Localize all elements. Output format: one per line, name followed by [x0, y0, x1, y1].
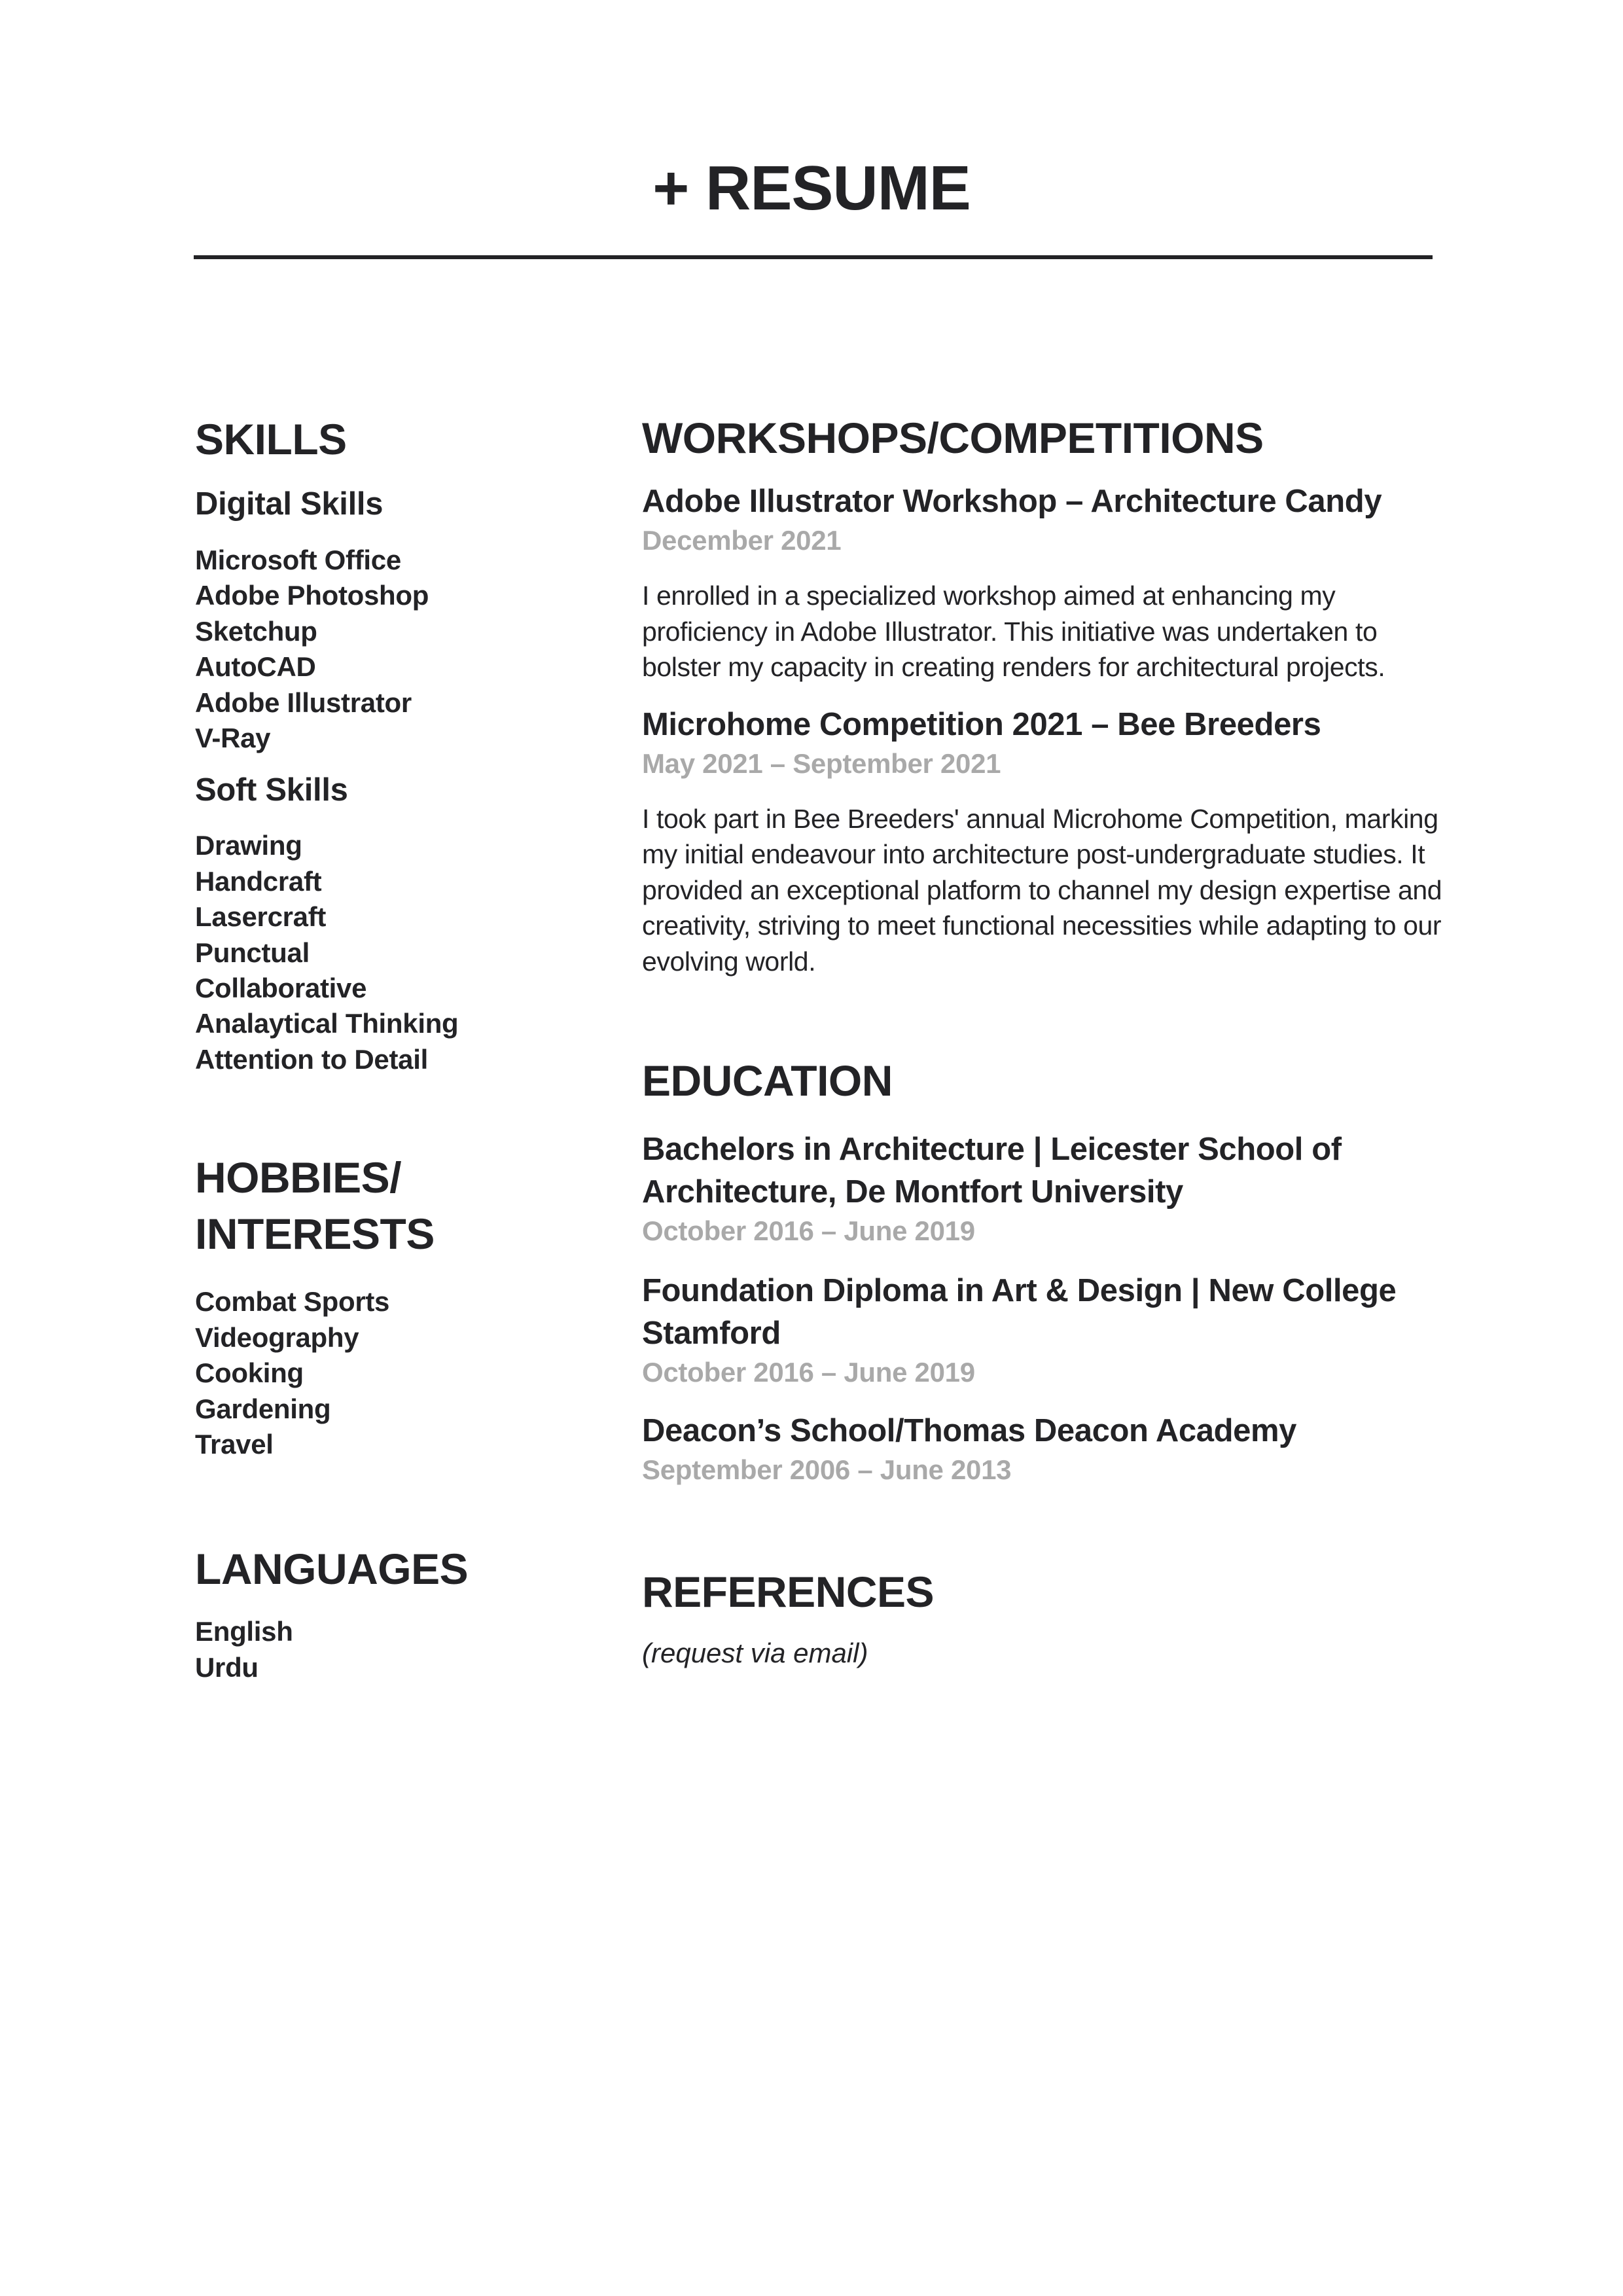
list-item: Drawing [195, 830, 302, 861]
list-item: AutoCAD [195, 651, 316, 683]
list-item: Sketchup [195, 615, 317, 647]
entry-description: I took part in Bee Breeders' annual Microhome Competition, marking my initial endeavour into architecture post-undergraduate studies. It provided an exceptional platform to channel my design expertise and creativity, striving to meet functional necessities while adapting to our evolving world. [642, 803, 1442, 977]
list-item: Adobe Photoshop [195, 580, 429, 611]
education-entry [642, 1128, 1454, 1249]
list-item: Attention to Detail [195, 1043, 428, 1075]
list-item: Punctual [195, 937, 310, 968]
education-heading: EDUCATION [642, 1056, 893, 1105]
entry-date: December 2021 [642, 525, 842, 556]
skills-heading: SKILLS [195, 415, 347, 463]
entry-date: October 2016 – June 2019 [642, 1215, 975, 1246]
soft-skills-heading: Soft Skills [195, 772, 348, 808]
references-note: (request via email) [642, 1638, 868, 1668]
entry-date: May 2021 – September 2021 [642, 747, 1001, 779]
list-item: Cooking [195, 1357, 304, 1389]
list-item: Urdu [195, 1651, 259, 1683]
list-item: Videography [195, 1321, 359, 1353]
page-title: + RESUME [652, 153, 971, 223]
entry-title: Deacon’s School/Thomas Deacon Academy [642, 1413, 1296, 1448]
list-item: Handcraft [195, 865, 322, 897]
digital-skills-heading: Digital Skills [195, 486, 383, 522]
entry-description: I enrolled in a specialized workshop aimed at enhancing my proficiency in Adobe Illustrator. This initiative was undertaken to bolster my capacity in creating renders for architectural projects. [642, 581, 1385, 682]
workshops-heading: WORKSHOPS/COMPETITIONS [642, 414, 1264, 462]
workshop-entry [642, 704, 1454, 980]
education-entry [642, 1270, 1454, 1390]
hobbies-heading-line-1: HOBBIES/ [195, 1153, 402, 1202]
left-column [195, 411, 614, 1685]
entry-title: Bachelors in Architecture | Leicester School of Architecture, De Montfort University [642, 1132, 1342, 1210]
languages-list [195, 1614, 614, 1685]
hobbies-heading [195, 1149, 614, 1262]
entry-date: September 2006 – June 2013 [642, 1454, 1012, 1485]
list-item: Adobe Illustrator [195, 687, 412, 718]
hobbies-list [195, 1284, 614, 1462]
workshop-entry [642, 480, 1454, 685]
list-item: V-Ray [195, 723, 271, 754]
hobbies-heading-line-2: INTERESTS [195, 1210, 435, 1259]
education-entry [642, 1410, 1454, 1488]
list-item: Travel [195, 1428, 274, 1460]
entry-title: Adobe Illustrator Workshop – Architecture Candy [642, 484, 1382, 519]
list-item: Gardening [195, 1393, 331, 1424]
references-heading: REFERENCES [642, 1568, 935, 1616]
list-item: Collaborative [195, 973, 367, 1004]
list-item: Analaytical Thinking [195, 1008, 459, 1039]
entry-date: October 2016 – June 2019 [642, 1357, 975, 1388]
entry-title: Foundation Diploma in Art & Design | New College Stamford [642, 1273, 1397, 1351]
list-item: Microsoft Office [195, 545, 401, 575]
entry-title: Microhome Competition 2021 – Bee Breeders [642, 706, 1321, 742]
list-item: Lasercraft [195, 901, 327, 933]
languages-heading: LANGUAGES [195, 1545, 469, 1594]
right-column [642, 410, 1454, 1671]
title-divider [194, 255, 1433, 259]
soft-skills-list [195, 828, 614, 1077]
list-item: Combat Sports [195, 1286, 390, 1318]
digital-skills-list [195, 543, 614, 756]
list-item: English [195, 1616, 293, 1647]
